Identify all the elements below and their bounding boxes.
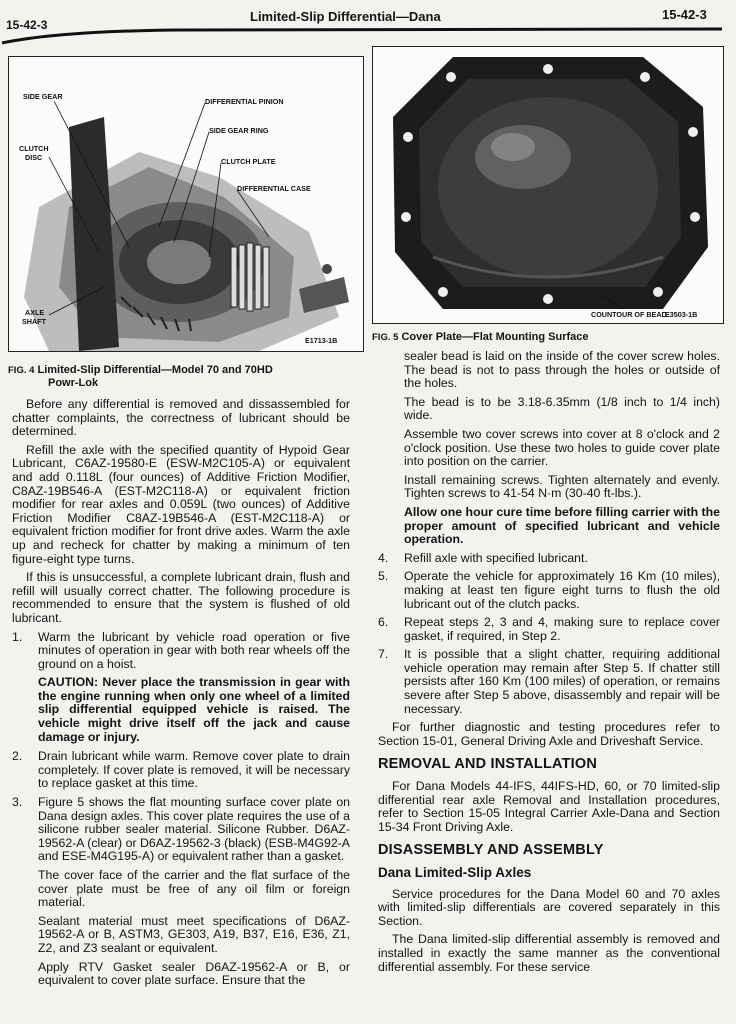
figure-4-caption-line1: Limited-Slip Differential—Model 70 and 70HD xyxy=(37,364,273,376)
label-side-gear: SIDE GEAR xyxy=(23,92,63,101)
step-4 xyxy=(378,552,720,566)
page-title: Limited-Slip Differential—Dana xyxy=(250,9,441,24)
label-clutch-plate: CLUTCH PLATE xyxy=(221,157,276,166)
step-4-text: Refill axle with specified lubricant. xyxy=(404,550,588,565)
figure-4-caption xyxy=(8,364,362,390)
label-axle: AXLE xyxy=(25,308,45,317)
step-5-text: Operate the vehicle for approximately 16 Km (10 miles), making at least ten figure eight turns to flush the old lubricant out of the clutch packs. xyxy=(404,569,720,611)
bead-paragraph-3: Assemble two cover screws into cover at 8 o'clock and 2 o'clock position. Use these two holes to guide cover plate into position on the carrier. xyxy=(404,426,720,469)
figure-5-caption xyxy=(372,331,722,344)
dana-paragraph-2: The Dana limited-slip differential assembly is removed and installed in exactly the same manner as the conventional differential assembly. For these service xyxy=(378,932,720,974)
label-differential-pinion: DIFFERENTIAL PINION xyxy=(205,97,284,106)
figure-4-number: FIG. 4 xyxy=(8,365,35,376)
figure-5-caption-text: Cover Plate—Flat Mounting Surface xyxy=(401,331,589,343)
figure-4-code: E1713-1B xyxy=(305,336,338,345)
page-number-right: 15-42-3 xyxy=(662,7,707,22)
step-5-number: 5. xyxy=(378,569,389,584)
heading-disassembly-assembly: DISASSEMBLY AND ASSEMBLY xyxy=(378,842,604,859)
figure-5-photo xyxy=(372,46,724,324)
step-2-number: 2. xyxy=(12,749,23,764)
step-3-paragraph-3: Sealant material must meet specifications of D6AZ-19562-A or B, ASTM3, GE303, A19, B37, E16, E36, Z1, Z2, and Z3 sealant or equivalent. xyxy=(38,913,350,955)
label-side-gear-ring: SIDE GEAR RING xyxy=(209,126,269,135)
paragraph-intro: Before any differential is removed and dissassembled for chatter complaints, the correctness of lubricant should be determined. xyxy=(12,397,350,439)
label-disc: DISC xyxy=(25,153,43,162)
bead-paragraph-4: Install remaining screws. Tighten alternately and evenly. Tighten screws to 41-54 N·m (30-40 ft-lbs.). xyxy=(404,472,720,501)
bead-paragraph-1: sealer bead is laid on the inside of the cover screw holes. The bead is not to pass through the holes or outside of the holes. xyxy=(404,349,720,391)
removal-paragraph: For Dana Models 44-IFS, 44IFS-HD, 60, or 70 limited-slip differential rear axle Removal and Installation procedures, refer to Section 15-05 Integral Carrier Axle-Dana and Section 15-34 Front Driving Axle. xyxy=(378,779,720,834)
right-column xyxy=(378,350,720,979)
step-4-number: 4. xyxy=(378,550,389,565)
step-7 xyxy=(378,648,720,716)
paragraph-flush: If this is unsuccessful, a complete lubricant drain, flush and refill will usually correct chatter. The following procedure is recommended to ensure that the system is flushed of old lubricant. xyxy=(12,570,350,625)
step-2 xyxy=(12,750,350,791)
label-differential-case: DIFFERENTIAL CASE xyxy=(237,184,311,193)
step-5 xyxy=(378,570,720,611)
step-7-text: It is possible that a slight chatter, requiring additional vehicle operation may remain after Step 5. If chatter still persists after 160 Km (100 miles) of operation, or remains severe after Step 5 above, disassembly and repair will be necessary. xyxy=(404,647,720,716)
heading-removal-installation: REMOVAL AND INSTALLATION xyxy=(378,756,598,773)
figure-5-number: FIG. 5 xyxy=(372,332,399,343)
step-3-paragraph-2: The cover face of the carrier and the flat surface of the cover plate must be free of any oil film or foreign material. xyxy=(38,868,350,910)
heading-dana-limited-slip-axles: Dana Limited-Slip Axles xyxy=(378,865,532,880)
further-reference-paragraph: For further diagnostic and testing procedures refer to Section 15-01, General Driving Axle and Driveshaft Service. xyxy=(378,720,720,748)
step-3-number: 3. xyxy=(12,795,23,810)
step-3 xyxy=(12,796,350,864)
figure-5-code: E3503-1B xyxy=(665,310,698,319)
label-shaft: SHAFT xyxy=(22,317,46,326)
label-contour-of-bead: COUNTOUR OF BEAD xyxy=(591,310,667,319)
step-6 xyxy=(378,616,720,643)
step-6-text: Repeat steps 2, 3 and 4, making sure to replace cover gasket, if required, in Step 2. xyxy=(404,615,720,643)
label-clutch: CLUTCH xyxy=(19,144,49,153)
step-1-text: Warm the lubricant by vehicle road operation or five minutes of operation in gear with both rear wheels off the ground on a hoist. xyxy=(38,629,350,671)
step-7-number: 7. xyxy=(378,647,389,662)
step-3-text: Figure 5 shows the flat mounting surface cover plate on Dana design axles. This cover plate requires the use of a silicone rubber sealer material. Silicone Rubber. D6AZ-19562-A (clear) or D6AZ-19562-3 (black) (ESB-M4G92-A and ESE-M4G195-A) or equivalent rather than a gasket. xyxy=(38,795,350,864)
step-2-text: Drain lubricant while warm. Remove cover plate to drain completely. If cover plate is removed, it will be necessary to replace gasket at this time. xyxy=(38,749,350,791)
bead-paragraph-2: The bead is to be 3.18-6.35mm (1/8 inch to 1/4 inch) wide. xyxy=(404,394,720,423)
caution-note: CAUTION: Never place the transmission in gear with the engine running when only one wheel of a limited slip differential equipped vehicle is raised. The vehicle might drive itself off the jack and cause damage or injury. xyxy=(38,675,350,744)
dana-paragraph-1: Service procedures for the Dana Model 60 and 70 axles with limited-slip differentials are covered separately in this Section. xyxy=(378,886,720,928)
left-column xyxy=(12,398,350,993)
step-6-number: 6. xyxy=(378,615,389,630)
step-1-number: 1. xyxy=(12,629,23,644)
figure-4-diagram xyxy=(8,56,364,352)
step-3-paragraph-4: Apply RTV Gasket sealer D6AZ-19562-A or B, or equivalent to cover plate surface. Ensure that the xyxy=(38,959,350,988)
figure-4-caption-line2: Powr-Lok xyxy=(48,377,99,389)
page-number-left: 15-42-3 xyxy=(6,18,48,32)
paragraph-refill: Refill the axle with the specified quantity of Hypoid Gear Lubricant, C6AZ-19580-E (ESW-M2C105-A) or equivalent and add 0.118L (four ounces) of Additive Friction Modifier, C8AZ-19B546-A (EST-M2C118-A) or equivalent friction modifier for rear axles and 0.059L (two ounces) of Additive Friction Modifier C8AZ-19B546-A (EST-M2C118-A) or equivalent friction modifier for front drive axles. Warm the axle up and recheck for chatter by making a minimum of ten figure-eight type turns. xyxy=(12,442,350,566)
step-1 xyxy=(12,631,350,672)
cure-time-note: Allow one hour cure time before filling carrier with the proper amount of specified lubricant and vehicle operation. xyxy=(404,504,720,547)
